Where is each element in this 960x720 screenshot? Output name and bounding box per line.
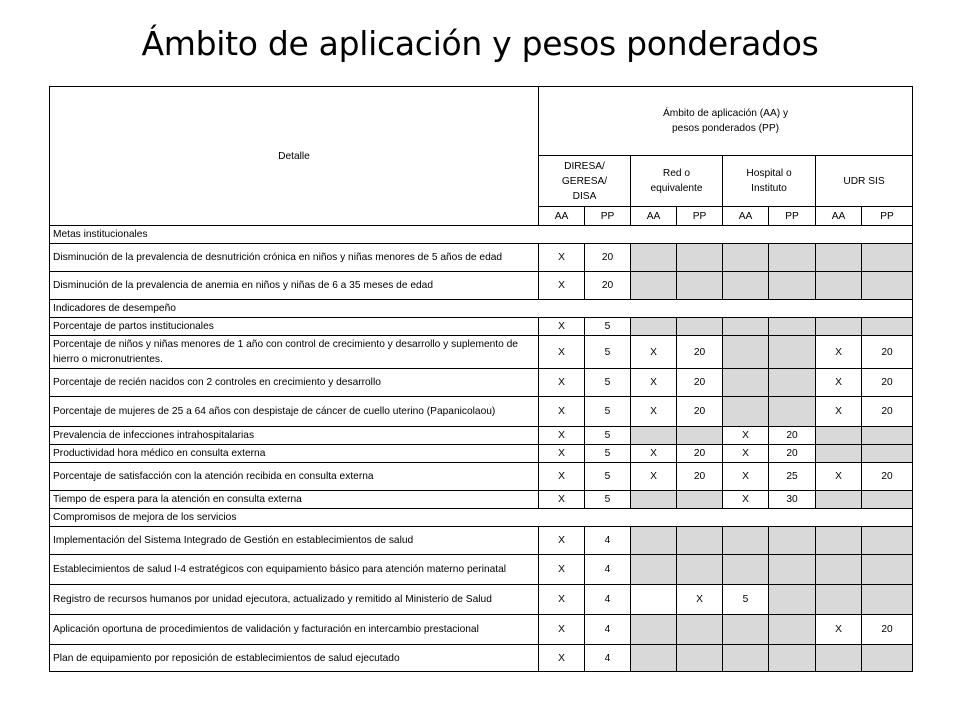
- aa-cell: X: [539, 491, 585, 509]
- aa-cell: X: [539, 272, 585, 300]
- aa-cell: [723, 397, 769, 427]
- aa-cell: [723, 527, 769, 555]
- header-group: [631, 156, 723, 207]
- row-label: Porcentaje de recién nacidos con 2 controles en crecimiento y desarrollo: [50, 369, 539, 397]
- row-label: Porcentaje de partos institucionales: [50, 318, 539, 336]
- header-group-line: Instituto: [751, 183, 787, 194]
- header-sub-aa: AA: [631, 207, 677, 226]
- table-row: [50, 369, 913, 397]
- header-sub-aa: AA: [539, 207, 585, 226]
- header-sub-pp: PP: [862, 207, 913, 226]
- pp-cell: 4: [585, 615, 631, 645]
- pp-cell: 20: [769, 427, 816, 445]
- pp-cell: [862, 427, 913, 445]
- aa-cell: [816, 244, 862, 272]
- table-row: [50, 585, 913, 615]
- pp-cell: 20: [677, 397, 723, 427]
- pp-cell: 25: [769, 463, 816, 491]
- row-label: Establecimientos de salud I-4 estratégicos con equipamiento básico para atención materno perinatal: [50, 555, 539, 585]
- aa-cell: [723, 318, 769, 336]
- section-title: Compromisos de mejora de los servicios: [50, 509, 913, 527]
- slide-title: Ámbito de aplicación y pesos ponderados: [141, 24, 819, 63]
- aa-cell: X: [539, 615, 585, 645]
- pp-cell: 5: [585, 336, 631, 369]
- pp-cell: 5: [585, 445, 631, 463]
- pp-cell: 20: [862, 615, 913, 645]
- pp-cell: 5: [585, 397, 631, 427]
- pp-cell: 20: [862, 336, 913, 369]
- pp-cell: 5: [585, 369, 631, 397]
- header-group-line: equivalente: [650, 183, 703, 194]
- row-label: Tiempo de espera para la atención en consulta externa: [50, 491, 539, 509]
- pp-cell: [862, 491, 913, 509]
- aa-cell: X: [816, 369, 862, 397]
- header-detalle: Detalle: [50, 87, 539, 226]
- pp-cell: [677, 645, 723, 672]
- aa-cell: [816, 318, 862, 336]
- header-group-line: DISA: [572, 190, 597, 202]
- aa-cell: X: [539, 397, 585, 427]
- pp-cell: [677, 318, 723, 336]
- aa-cell: [723, 645, 769, 672]
- row-label: Prevalencia de infecciones intrahospitalarias: [50, 427, 539, 445]
- aa-cell: [723, 244, 769, 272]
- header-group-line: GERESA/: [561, 175, 608, 187]
- row-label: Disminución de la prevalencia de desnutrición crónica en niños y niñas menores de 5 años de edad: [50, 244, 539, 272]
- pp-cell: [769, 336, 816, 369]
- aa-cell: X: [539, 645, 585, 672]
- aa-cell: X: [539, 427, 585, 445]
- pp-cell: 4: [585, 527, 631, 555]
- aa-cell: X: [539, 445, 585, 463]
- pp-cell: 4: [585, 645, 631, 672]
- table-row: [50, 463, 913, 491]
- aa-cell: [816, 645, 862, 672]
- header-sub-pp: PP: [769, 207, 816, 226]
- table-row: [50, 615, 913, 645]
- aa-cell: [816, 527, 862, 555]
- pp-cell: 5: [585, 463, 631, 491]
- pp-cell: 4: [585, 555, 631, 585]
- pp-cell: [769, 645, 816, 672]
- pp-cell: [769, 615, 816, 645]
- pp-cell: [769, 272, 816, 300]
- aa-cell: [723, 555, 769, 585]
- aa-cell: [816, 427, 862, 445]
- aa-cell: [816, 491, 862, 509]
- weights-table: [49, 86, 913, 672]
- aa-cell: X: [816, 336, 862, 369]
- aa-cell: X: [723, 491, 769, 509]
- aa-cell: 5: [723, 585, 769, 615]
- aa-cell: X: [816, 397, 862, 427]
- pp-cell: [769, 318, 816, 336]
- pp-cell: 20: [677, 369, 723, 397]
- pp-cell: [862, 645, 913, 672]
- aa-cell: X: [539, 463, 585, 491]
- aa-cell: X: [723, 445, 769, 463]
- header-scope: [539, 87, 913, 156]
- header-sub-pp: PP: [677, 207, 723, 226]
- aa-cell: X: [539, 244, 585, 272]
- pp-cell: [769, 244, 816, 272]
- aa-cell: X: [723, 463, 769, 491]
- aa-cell: X: [631, 336, 677, 369]
- pp-cell: [769, 555, 816, 585]
- header-scope-line2: pesos ponderados (PP): [671, 123, 780, 134]
- aa-cell: X: [539, 527, 585, 555]
- pp-cell: [677, 244, 723, 272]
- aa-cell: X: [539, 318, 585, 336]
- aa-cell: X: [539, 369, 585, 397]
- pp-cell: 20: [585, 272, 631, 300]
- aa-cell: [723, 369, 769, 397]
- pp-cell: [862, 445, 913, 463]
- pp-cell: [677, 272, 723, 300]
- pp-cell: 20: [677, 463, 723, 491]
- table-row: [50, 272, 913, 300]
- header-group-line: DIRESA/: [564, 160, 605, 172]
- pp-cell: [677, 555, 723, 585]
- aa-cell: [723, 615, 769, 645]
- pp-cell: [769, 527, 816, 555]
- aa-cell: [631, 527, 677, 555]
- pp-cell: [677, 427, 723, 445]
- section-row: [50, 300, 913, 318]
- pp-cell: 5: [585, 318, 631, 336]
- pp-cell: [769, 369, 816, 397]
- pp-cell: 20: [769, 445, 816, 463]
- pp-cell: [769, 397, 816, 427]
- aa-cell: X: [816, 463, 862, 491]
- row-label: Plan de equipamiento por reposición de establecimientos de salud ejecutado: [50, 645, 539, 672]
- aa-cell: [631, 427, 677, 445]
- aa-cell: [631, 244, 677, 272]
- aa-cell: X: [631, 369, 677, 397]
- header-group: [816, 156, 913, 207]
- pp-cell: 20: [585, 244, 631, 272]
- aa-cell: X: [816, 615, 862, 645]
- aa-cell: X: [539, 555, 585, 585]
- pp-cell: 4: [585, 585, 631, 615]
- aa-cell: [631, 585, 677, 615]
- table-row: [50, 527, 913, 555]
- aa-cell: [816, 585, 862, 615]
- table-row: [50, 491, 913, 509]
- section-row: [50, 509, 913, 527]
- pp-cell: 5: [585, 491, 631, 509]
- pp-cell: [769, 585, 816, 615]
- section-title: Metas institucionales: [50, 226, 913, 244]
- table-row: [50, 318, 913, 336]
- aa-cell: [816, 445, 862, 463]
- aa-cell: [631, 318, 677, 336]
- aa-cell: [631, 615, 677, 645]
- pp-cell: [677, 615, 723, 645]
- pp-cell: 20: [677, 336, 723, 369]
- header-group-line: Hospital o: [746, 168, 792, 179]
- pp-cell: 5: [585, 427, 631, 445]
- aa-cell: [723, 336, 769, 369]
- pp-cell: X: [677, 585, 723, 615]
- aa-cell: [631, 645, 677, 672]
- row-label: Porcentaje de satisfacción con la atención recibida en consulta externa: [50, 463, 539, 491]
- header-group: [723, 156, 816, 207]
- table-row: [50, 244, 913, 272]
- aa-cell: [631, 555, 677, 585]
- pp-cell: [862, 244, 913, 272]
- header-group-line: UDR SIS: [843, 175, 885, 187]
- aa-cell: X: [631, 445, 677, 463]
- table-row: [50, 427, 913, 445]
- row-label: Aplicación oportuna de procedimientos de validación y facturación en intercambio prestacional: [50, 615, 539, 645]
- section-row: [50, 226, 913, 244]
- pp-cell: [862, 527, 913, 555]
- aa-cell: X: [631, 463, 677, 491]
- aa-cell: [723, 272, 769, 300]
- pp-cell: [862, 272, 913, 300]
- table-row: [50, 336, 913, 369]
- header-group: [539, 156, 631, 207]
- table-row: [50, 397, 913, 427]
- pp-cell: 20: [862, 463, 913, 491]
- table-row: [50, 645, 913, 672]
- header-scope-line1: Ámbito de aplicación (AA) y: [662, 108, 789, 119]
- section-title: Indicadores de desempeño: [50, 300, 913, 318]
- pp-cell: [862, 585, 913, 615]
- row-label: Productividad hora médico en consulta externa: [50, 445, 539, 463]
- row-label: Porcentaje de niños y niñas menores de 1 año con control de crecimiento y desarrollo y suplemento de hierro o micronutrientes.: [50, 336, 539, 369]
- aa-cell: X: [723, 427, 769, 445]
- pp-cell: 20: [862, 397, 913, 427]
- pp-cell: [677, 527, 723, 555]
- aa-cell: [631, 272, 677, 300]
- pp-cell: [862, 555, 913, 585]
- row-label: Disminución de la prevalencia de anemia en niños y niñas de 6 a 35 meses de edad: [50, 272, 539, 300]
- aa-cell: X: [631, 397, 677, 427]
- row-label: Registro de recursos humanos por unidad ejecutora, actualizado y remitido al Ministerio de Salud: [50, 585, 539, 615]
- pp-cell: [862, 318, 913, 336]
- header-sub-pp: PP: [585, 207, 631, 226]
- pp-cell: 30: [769, 491, 816, 509]
- table-row: [50, 445, 913, 463]
- aa-cell: [631, 491, 677, 509]
- header-group-line: Red o: [662, 168, 691, 179]
- aa-cell: [816, 555, 862, 585]
- header-sub-aa: AA: [816, 207, 862, 226]
- pp-cell: [677, 491, 723, 509]
- table-row: [50, 555, 913, 585]
- aa-cell: X: [539, 585, 585, 615]
- row-label: Porcentaje de mujeres de 25 a 64 años con despistaje de cáncer de cuello uterino (Papanicolaou): [50, 397, 539, 427]
- aa-cell: [816, 272, 862, 300]
- header-sub-aa: AA: [723, 207, 769, 226]
- pp-cell: 20: [862, 369, 913, 397]
- aa-cell: X: [539, 336, 585, 369]
- row-label: Implementación del Sistema Integrado de Gestión en establecimientos de salud: [50, 527, 539, 555]
- pp-cell: 20: [677, 445, 723, 463]
